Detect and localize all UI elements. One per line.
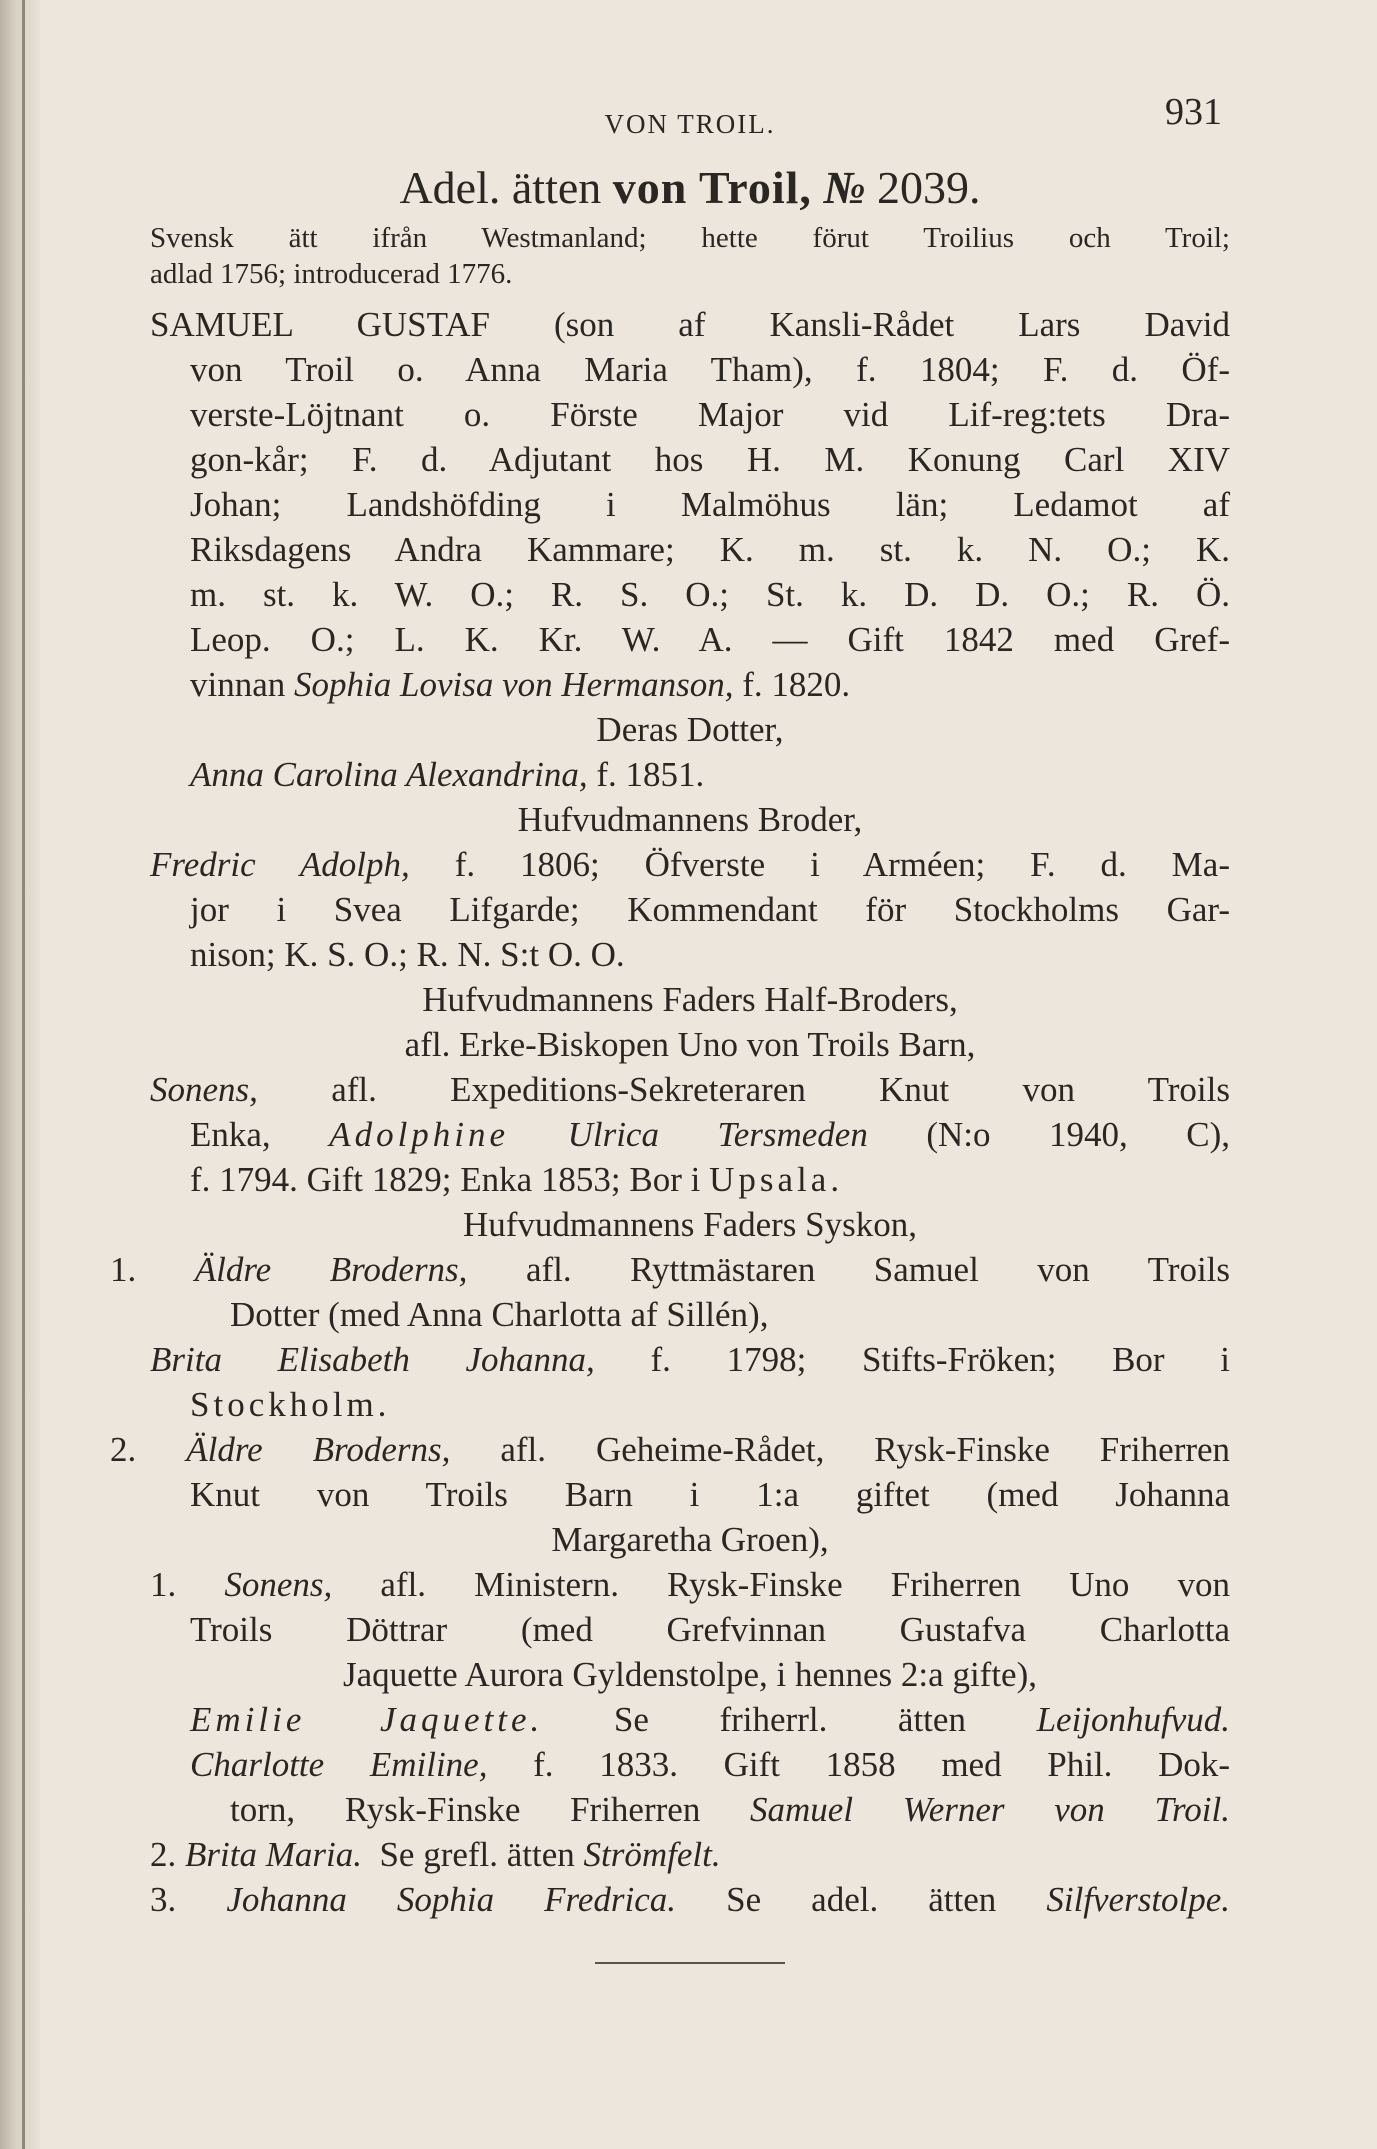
page-number: 931 bbox=[1165, 91, 1222, 133]
entry-line: Riksdagens Andra Kammare; K. m. st. k. N. O.; K. bbox=[190, 530, 1230, 569]
title-prefix: Adel. ätten bbox=[399, 162, 602, 213]
item-number: 1. bbox=[150, 1565, 177, 1604]
sibling-item-2 bbox=[110, 1427, 1230, 1472]
widow-line bbox=[150, 1112, 1230, 1157]
entry-line: Dotter (med Anna Charlotta af Sillén), bbox=[230, 1295, 769, 1334]
spouse-title: torn, Rysk-Finske Friherren bbox=[230, 1790, 701, 1829]
half-brother-subheading: afl. Erke-Biskopen Uno von Troils Barn, bbox=[404, 1025, 976, 1064]
item-ref: Se grefl. ätten bbox=[379, 1835, 575, 1874]
daughter-emilie-house: Leijonhufvud. bbox=[1036, 1700, 1231, 1739]
item-detail: afl. Ministern. Rysk-Finske Friherren Uno von bbox=[380, 1565, 1230, 1604]
widow-first-name: Adolphine bbox=[329, 1115, 510, 1154]
brother-line bbox=[150, 842, 1230, 887]
page-edge-line bbox=[22, 0, 25, 2149]
widow-city: Upsala. bbox=[709, 1160, 844, 1199]
item-label: Äldre Broderns, bbox=[194, 1250, 468, 1289]
entry-line: gon-kår; F. d. Adjutant hos H. M. Konung Carl XIV bbox=[190, 440, 1230, 479]
entry-line: Jaquette Aurora Gyldenstolpe, i hennes 2:a gifte), bbox=[343, 1655, 1037, 1694]
daughter-emilie-line bbox=[150, 1697, 1230, 1742]
entry-line: verste-Löjtnant o. Förste Major vid Lif-reg:tets Dra- bbox=[190, 395, 1230, 434]
entry-line: nison; K. S. O.; R. N. S:t O. O. bbox=[190, 935, 625, 974]
closing-rule bbox=[595, 1962, 785, 1964]
brother-name: Fredric Adolph, bbox=[150, 845, 410, 884]
entry-line: von Troil o. Anna Maria Tham), f. 1804; F. d. Öf- bbox=[190, 350, 1230, 389]
item-number: 2. bbox=[110, 1430, 137, 1469]
running-title: VON TROIL. bbox=[604, 109, 776, 139]
sub-item-1 bbox=[150, 1562, 1230, 1607]
daughter-line bbox=[150, 752, 1230, 797]
item-house: Strömfelt. bbox=[583, 1835, 721, 1874]
daughter-charlotte-line-2 bbox=[150, 1787, 1230, 1832]
page-gutter bbox=[0, 0, 40, 2149]
sub-item-3 bbox=[150, 1877, 1230, 1922]
daughter-emilie-ref: Se friherrl. ätten bbox=[613, 1700, 966, 1739]
sibling-daughter-city: Stockholm. bbox=[190, 1385, 391, 1424]
sibling-daughter-detail: f. 1798; Stifts-Fröken; Bor i bbox=[650, 1340, 1230, 1379]
item-name: Brita Maria. bbox=[185, 1835, 362, 1874]
entry-line: m. st. k. W. O.; R. S. O.; St. k. D. D. O.; R. Ö. bbox=[190, 575, 1230, 614]
wife-name: Sophia Lovisa von Hermanson, bbox=[294, 665, 734, 704]
book-page bbox=[110, 90, 1231, 1964]
siblings-heading: Hufvudmannens Faders Syskon, bbox=[463, 1205, 917, 1244]
title-family-name: von Troil, bbox=[612, 162, 812, 213]
widow-prefix: Enka, bbox=[190, 1115, 271, 1154]
item-label: Sonens, bbox=[224, 1565, 333, 1604]
daughter-charlotte-line bbox=[150, 1742, 1230, 1787]
daughter-name: Anna Carolina Alexandrina, bbox=[190, 755, 588, 794]
sibling-item-1 bbox=[110, 1247, 1230, 1292]
item-detail: afl. Ryttmästaren Samuel von Troils bbox=[525, 1250, 1231, 1289]
daughter-charlotte-name: Charlotte Emiline, bbox=[190, 1745, 488, 1784]
entry-line: Knut von Troils Barn i 1:a giftet (med Johanna bbox=[190, 1475, 1230, 1514]
sons-detail: afl. Expeditions-Sekreteraren Knut von Troils bbox=[331, 1070, 1230, 1109]
daughter-heading: Deras Dotter, bbox=[596, 710, 784, 749]
item-number: 2. bbox=[150, 1835, 177, 1874]
wife-born: f. 1820. bbox=[742, 665, 851, 704]
brother-heading: Hufvudmannens Broder, bbox=[517, 800, 863, 839]
item-name: Johanna Sophia Fredrica. bbox=[226, 1880, 677, 1919]
widow-ref: (N:o 1940, C), bbox=[926, 1115, 1231, 1154]
entry-line: Johan; Landshöfding i Malmöhus län; Ledamot af bbox=[190, 485, 1230, 524]
head-of-family-entry bbox=[150, 302, 1230, 707]
daughter-emilie-name: Emilie Jaquette. bbox=[190, 1700, 544, 1739]
wife-prefix: vinnan bbox=[190, 665, 286, 704]
title-numero: № bbox=[823, 162, 866, 213]
item-ref: Se adel. ätten bbox=[726, 1880, 997, 1919]
half-brother-heading: Hufvudmannens Faders Half-Broders, bbox=[422, 980, 958, 1019]
item-number: 3. bbox=[150, 1880, 177, 1919]
sons-line bbox=[150, 1067, 1230, 1112]
entry-line: Leop. O.; L. K. Kr. W. A. — Gift 1842 med Gref- bbox=[190, 620, 1230, 659]
item-number: 1. bbox=[110, 1250, 137, 1289]
family-title bbox=[150, 158, 1230, 218]
sibling-daughter-line bbox=[150, 1337, 1230, 1382]
spouse-name: Samuel Werner von Troil. bbox=[750, 1790, 1231, 1829]
item-label: Äldre Broderns, bbox=[186, 1430, 451, 1469]
intro-line-2: adlad 1756; introducerad 1776. bbox=[150, 258, 513, 290]
sons-label: Sonens, bbox=[150, 1070, 258, 1109]
entry-line: SAMUEL GUSTAF (son af Kansli-Rådet Lars David bbox=[150, 305, 1230, 344]
sub-item-2 bbox=[150, 1832, 1230, 1877]
daughter-charlotte-detail: f. 1833. Gift 1858 med Phil. Dok- bbox=[533, 1745, 1230, 1784]
sibling-daughter-name: Brita Elisabeth Johanna, bbox=[150, 1340, 595, 1379]
entry-line: Troils Döttrar (med Grefvinnan Gustafva Charlotta bbox=[190, 1610, 1230, 1649]
widow-names: Ulrica Tersmeden bbox=[567, 1115, 868, 1154]
running-header bbox=[150, 90, 1230, 150]
item-house: Silfverstolpe. bbox=[1046, 1880, 1231, 1919]
widow-detail-line bbox=[150, 1157, 1230, 1202]
widow-detail: f. 1794. Gift 1829; Enka 1853; Bor i bbox=[190, 1160, 701, 1199]
entry-line: jor i Svea Lifgarde; Kommendant för Stockholms Gar- bbox=[190, 890, 1230, 929]
brother-detail: f. 1806; Öfverste i Arméen; F. d. Ma- bbox=[454, 845, 1230, 884]
intro-line-1: Svensk ätt ifrån Westmanland; hette förut Troilius och Troil; bbox=[150, 222, 1230, 254]
item-detail: afl. Geheime-Rådet, Rysk-Finske Friherren bbox=[500, 1430, 1231, 1469]
daughter-born: f. 1851. bbox=[596, 755, 705, 794]
title-number: 2039. bbox=[877, 162, 981, 213]
entry-line: Margaretha Groen), bbox=[551, 1520, 829, 1559]
wife-line bbox=[150, 662, 1230, 707]
